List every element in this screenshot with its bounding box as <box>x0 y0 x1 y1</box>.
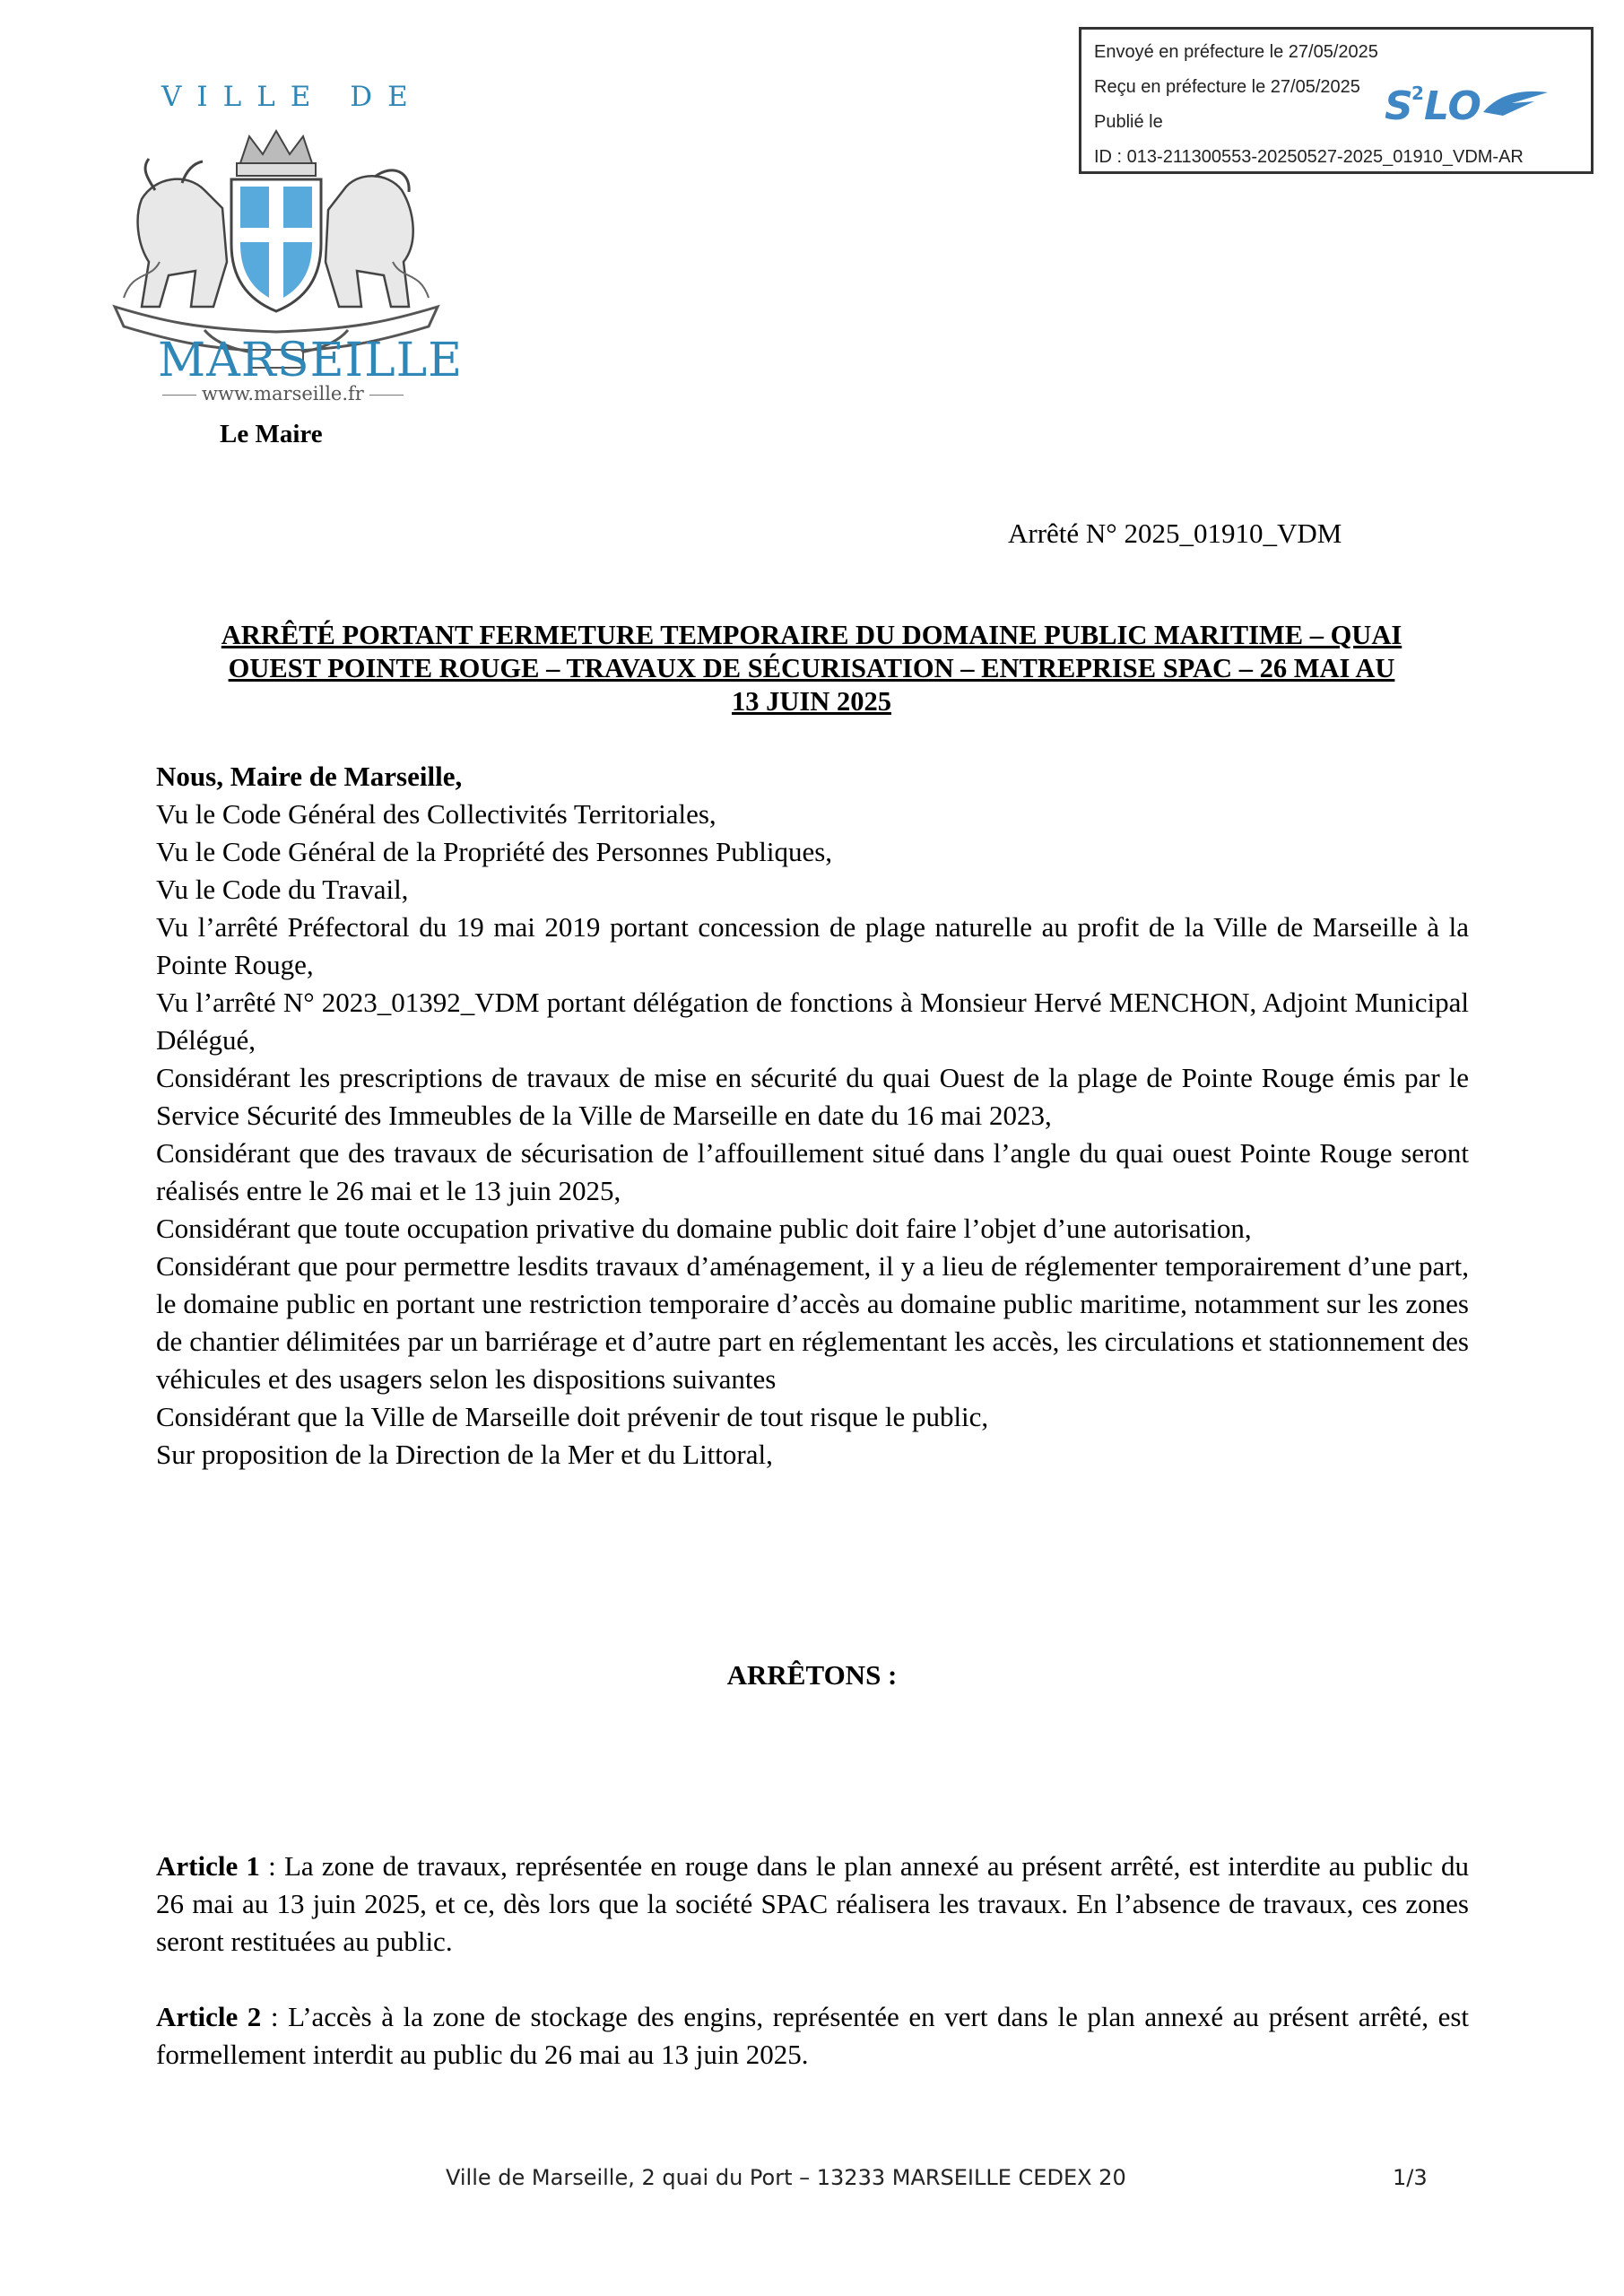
visa-item: Sur proposition de la Direction de la Mer et du Littoral, <box>156 1439 773 1470</box>
le-maire: Le Maire <box>220 420 323 448</box>
footer-address: Ville de Marseille, 2 quai du Port – 13233 MARSEILLE CEDEX 20 <box>446 2165 1126 2190</box>
article-1 <box>156 1848 1469 1961</box>
visas-heading: Nous, Maire de Marseille, <box>156 761 463 792</box>
logo-url <box>157 383 399 404</box>
visa-item: Vu le Code Général de la Propriété des Personnes Publiques, <box>156 836 833 867</box>
visa-item: Considérant que pour permettre lesdits travaux d’aménagement, il y a lieu de réglementer temporairement d’une part, le domaine public en portant une restriction temporaire d’accès au domaine public maritime, notamment sur les zones de chantier délimitées par un barriérage et d’autre part en réglementant les accès, les circulations et stationnement des véhicules et des usagers selon les dispositions suivantes <box>156 1250 1469 1395</box>
stamp-id: ID : 013-211300553-20250527-2025_01910_VDM-AR <box>1094 147 1524 167</box>
svg-text:2: 2 <box>1411 83 1424 104</box>
stamp-envoye: Envoyé en préfecture le 27/05/2025 <box>1094 42 1378 62</box>
visas-section <box>156 758 1469 1474</box>
logo-ville-de: VILLE DE <box>161 81 423 113</box>
article-2-text: : L’accès à la zone de stockage des engins, représentée en vert dans le plan annexé au présent arrêté, est formellement interdit au public du 26 mai au 13 juin 2025. <box>156 2001 1470 2070</box>
svg-text:S: S <box>1385 83 1413 129</box>
svg-text:LO: LO <box>1424 83 1481 129</box>
arretons-heading: ARRÊTONS : <box>726 1659 898 1691</box>
visa-item: Vu l’arrêté N° 2023_01392_VDM portant délégation de fonctions à Monsieur Hervé MENCHON, Adjoint Municipal Délégué, <box>156 987 1469 1056</box>
visa-item: Considérant que des travaux de sécurisation de l’affouillement situé dans l’angle du quai ouest Pointe Rouge seront réalisés entre le 26 mai et le 13 juin 2025, <box>156 1137 1469 1206</box>
title-line-2: OUEST POINTE ROUGE – TRAVAUX DE SÉCURISATION – ENTREPRISE SPAC – 26 MAI AU <box>228 653 1395 683</box>
page-number: 1/3 <box>1393 2165 1428 2190</box>
logo-marseille: MARSEILLE <box>158 334 464 387</box>
visa-item: Considérant les prescriptions de travaux de mise en sécurité du quai Ouest de la plage de Pointe Rouge émis par le Service Sécurité des Immeubles de la Ville de Marseille en date du 16 mai 2023, <box>156 1062 1469 1131</box>
stamp-publie: Publié le <box>1094 112 1163 132</box>
article-2 <box>156 1998 1469 2074</box>
article-2-label: Article 2 <box>156 2001 262 2032</box>
title-line-1: ARRÊTÉ PORTANT FERMETURE TEMPORAIRE DU DOMAINE PUBLIC MARITIME – QUAI <box>221 620 1403 650</box>
visa-item: Considérant que la Ville de Marseille doit prévenir de tout risque le public, <box>156 1401 989 1432</box>
document-title <box>157 619 1466 718</box>
prefecture-stamp <box>1079 27 1594 174</box>
s2lo-logo-icon <box>1377 76 1557 130</box>
logo-url-text: www.marseille.fr <box>202 383 364 404</box>
city-logo <box>106 81 464 413</box>
visa-item: Considérant que toute occupation privative du domaine public doit faire l’objet d’une autorisation, <box>156 1213 1252 1244</box>
stamp-recu: Reçu en préfecture le 27/05/2025 <box>1094 77 1360 97</box>
article-1-label: Article 1 <box>156 1850 260 1882</box>
article-1-text: : La zone de travaux, représentée en rouge dans le plan annexé au présent arrêté, est interdite au public du 26 mai au 13 juin 2025, et ce, dès lors que la société SPAC réalisera les travaux. En l’absence de travaux, ces zones seront restituées au public. <box>156 1850 1469 1957</box>
arrete-number: Arrêté N° 2025_01910_VDM <box>1008 517 1342 549</box>
visa-item: Vu le Code Général des Collectivités Territoriales, <box>156 798 716 830</box>
visa-item: Vu l’arrêté Préfectoral du 19 mai 2019 portant concession de plage naturelle au profit de la Ville de Marseille à la Pointe Rouge, <box>156 911 1469 980</box>
title-line-3: 13 JUIN 2025 <box>732 686 891 717</box>
visa-item: Vu le Code du Travail, <box>156 874 409 905</box>
